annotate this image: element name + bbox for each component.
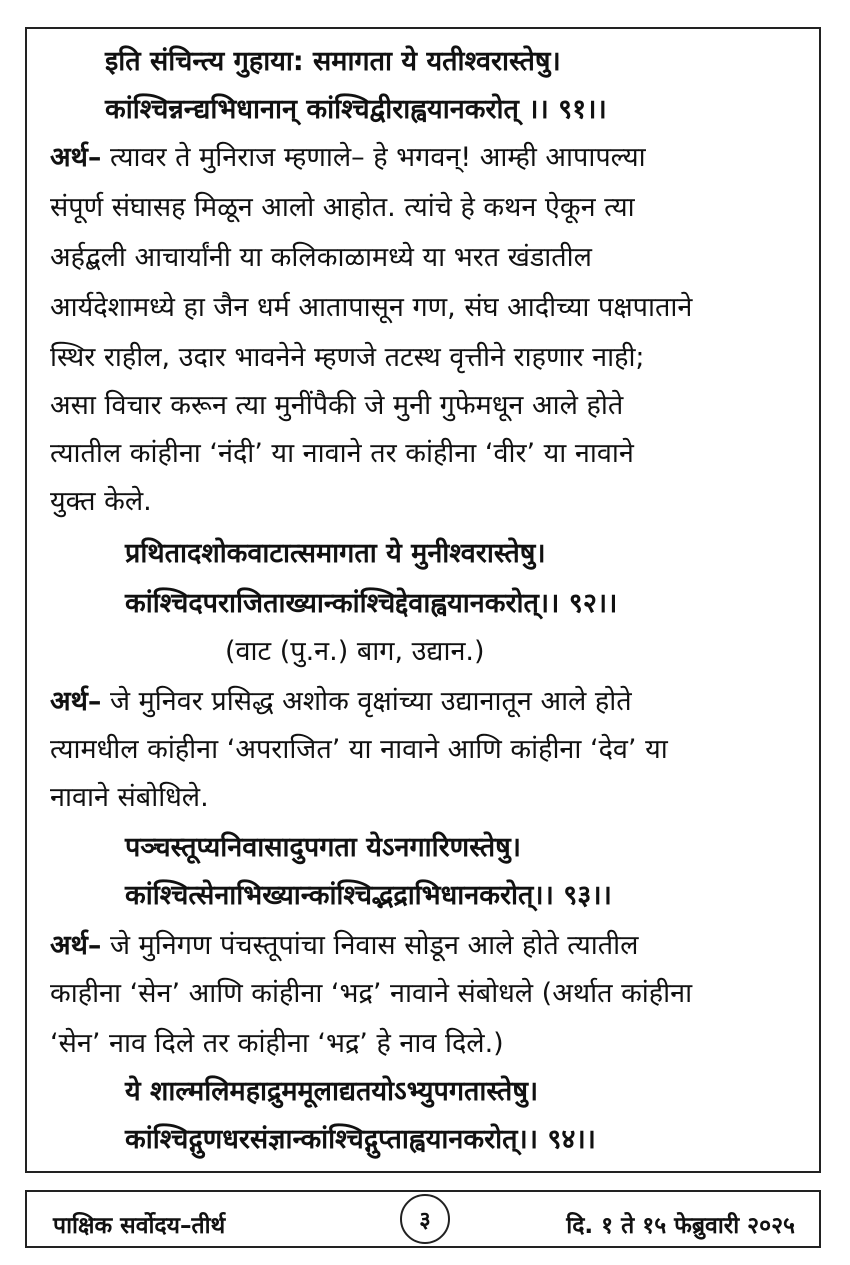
meaning-92-line-1 — [50, 688, 632, 715]
meaning-93-line-2: काहीना ‘सेन’ आणि कांहीना ‘भद्र’ नावाने संबोधले (अर्थात कांहीना — [50, 978, 693, 1009]
verse-93-line-2: कांश्चित्सेनाभिख्यान्कांश्चिद्भद्राभिधानकरोत्।। ९३।। — [125, 880, 612, 911]
meaning-label: अर्थ– — [50, 930, 102, 961]
meaning-label: अर्थ– — [50, 686, 102, 717]
meaning-92-line-3: नावाने संबोधिले. — [50, 782, 209, 813]
verse-91-line-1: इति संचिन्त्य गुहाया: समागता ये यतीश्वरास्तेषु। — [105, 46, 561, 77]
footer — [25, 1190, 821, 1248]
publication-name: पाक्षिक सर्वोदय–तीर्थ — [53, 1213, 226, 1239]
verse-93-line-1: पञ्चस्तूप्यनिवासादुपगता येऽनगारिणस्तेषु। — [125, 832, 521, 863]
meaning-91-line-2: संपूर्ण संघासह मिळून आलो आहोत. त्यांचे हे कथन ऐकून त्या — [50, 192, 635, 223]
verse-94-line-1: ये शाल्मलिमहाद्रुममूलाद्यतयोऽभ्युपगतास्तेषु। — [125, 1076, 539, 1107]
verse-91-line-2: कांश्चिन्नन्द्यभिधानान् कांश्चिद्वीराह्वयानकरोत् ।। ९१।। — [105, 94, 607, 125]
meaning-93-line-1 — [50, 932, 638, 959]
meaning-label: अर्थ– — [50, 142, 102, 173]
meaning-text: जे मुनिगण पंचस्तूपांचा निवास सोडून आले होते त्यातील — [109, 930, 639, 961]
verse-92-line-1: प्रथितादशोकवाटात्समागता ये मुनीश्वरास्तेषु। — [125, 538, 546, 569]
issue-date: दि. १ ते १५ फेब्रुवारी २०२५ — [566, 1213, 795, 1239]
meaning-91-line-5: स्थिर राहील, उदार भावनेने म्हणजे तटस्थ वृत्तीने राहणार नाही; — [50, 342, 645, 373]
verse-92-line-2: कांश्चिदपराजिताख्यान्कांश्चिद्देवाह्वयानकरोत्।। ९२।। — [125, 588, 618, 619]
meaning-91-line-4: आर्यदेशामध्ये हा जैन धर्म आतापासून गण, संघ आदीच्या पक्षपाताने — [50, 292, 693, 323]
meaning-text: जे मुनिवर प्रसिद्ध अशोक वृक्षांच्या उद्यानातून आले होते — [109, 686, 632, 717]
meaning-91-line-8: युक्त केले. — [50, 486, 152, 517]
meaning-91-line-3: अर्हद्बली आचार्यांनी या कलिकाळामध्ये या भरत खंडातील — [50, 242, 592, 273]
meaning-91-line-1 — [50, 144, 646, 171]
meaning-91-line-6: असा विचार करून त्या मुनींपैकी जे मुनी गुफेमधून आले होते — [50, 390, 624, 421]
meaning-text: त्यावर ते मुनिराज म्हणाले– हे भगवन्! आम्ही आपापल्या — [109, 142, 646, 173]
verse-94-line-2: कांश्चिद्गुणधरसंज्ञान्कांश्चिद्गुप्ताह्वयानकरोत्।। ९४।। — [125, 1124, 596, 1155]
gloss-92: (वाट (पु.न.) बाग, उद्यान.) — [225, 636, 485, 667]
meaning-93-line-3: ‘सेन’ नाव दिले तर कांहीना ‘भद्र’ हे नाव दिले.) — [50, 1028, 504, 1059]
meaning-92-line-2: त्यामधील कांहीना ‘अपराजित’ या नावाने आणि कांहीना ‘देव’ या — [50, 734, 668, 765]
page-number: ३ — [400, 1194, 450, 1244]
meaning-91-line-7: त्यातील कांहीना ‘नंदी’ या नावाने तर कांहीना ‘वीर’ या नावाने — [50, 438, 634, 469]
